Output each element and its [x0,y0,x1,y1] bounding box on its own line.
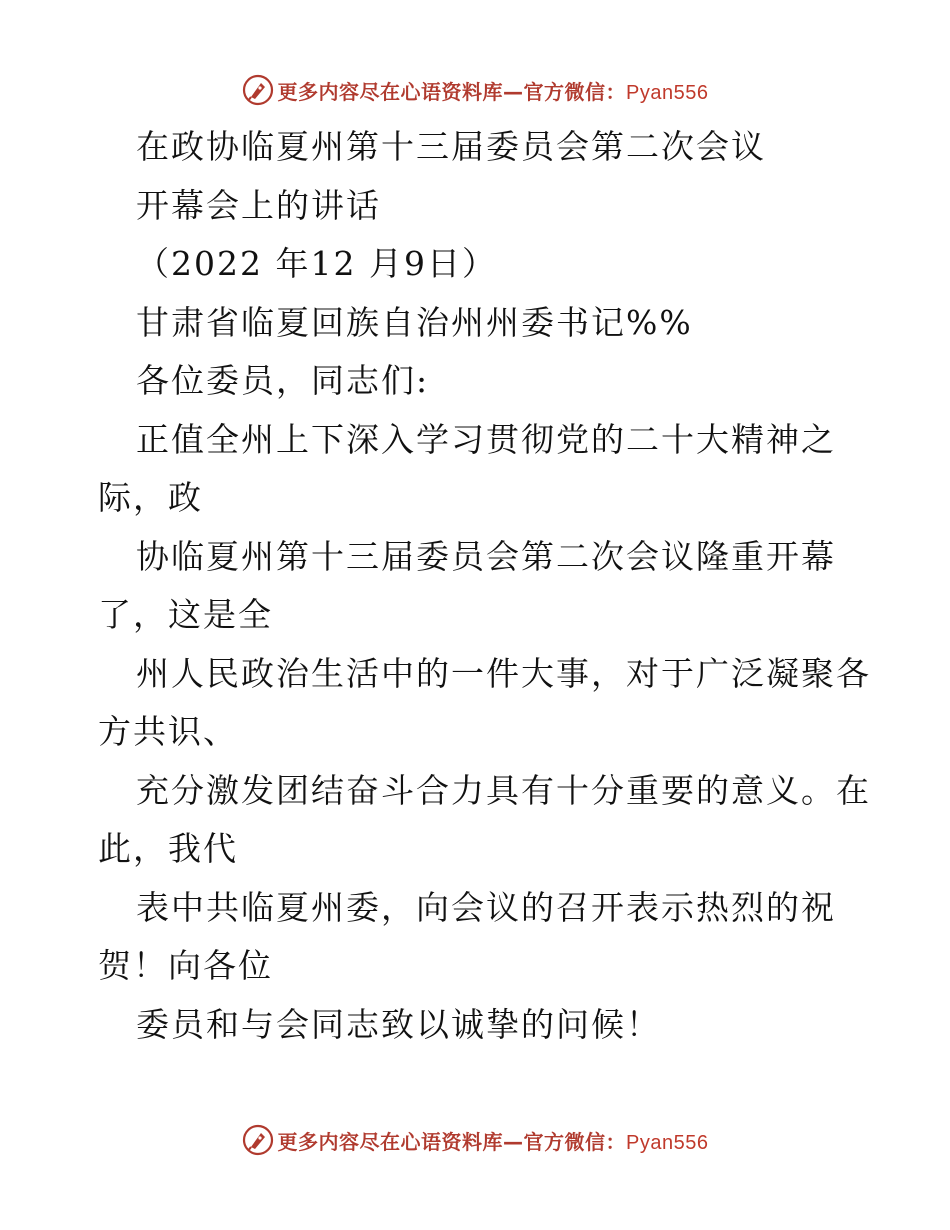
paragraph-line: 贺！向各位 [98,946,273,985]
title-line-2: 开幕会上的讲话 [136,185,381,225]
pen-nib-logo-icon [242,74,274,106]
paragraph-line: 此，我代 [98,829,238,868]
pen-nib-logo-icon [242,1124,274,1156]
paragraph-line: 方共识、 [98,712,238,751]
paragraph-line: 委员和与会同志致以诚挚的问候！ [136,1004,661,1044]
title-line-1: 在政协临夏州第十三届委员会第二次会议 [136,127,766,166]
speaker-line: 甘肃省临夏回族自治州州委书记%% [136,302,693,342]
watermark-banner-bottom [0,1120,950,1160]
speech-date: （2022 年12 月9日） [136,244,497,283]
paragraph-line: 协临夏州第十三届委员会第二次会议隆重开幕 [136,536,836,576]
paragraph-line: 州人民政治生活中的一件大事，对于广泛凝聚各 [136,653,871,693]
paragraph-line: 表中共临夏州委，向会议的召开表示热烈的祝 [136,887,836,927]
watermark-banner-top [0,70,950,110]
watermark-text: 更多内容尽在心语资料库—官方微信：Pyan556 [277,79,709,104]
paragraph-line: 际，政 [98,478,203,517]
salutation: 各位委员，同志们: [136,361,430,400]
watermark-text: 更多内容尽在心语资料库—官方微信：Pyan556 [277,1129,709,1154]
document-body [98,118,871,1054]
paragraph-line: 充分激发团结奋斗合力具有十分重要的意义。在 [136,770,871,810]
paragraph-line: 了，这是全 [98,595,273,634]
paragraph-line: 正值全州上下深入学习贯彻党的二十大精神之 [136,419,836,459]
